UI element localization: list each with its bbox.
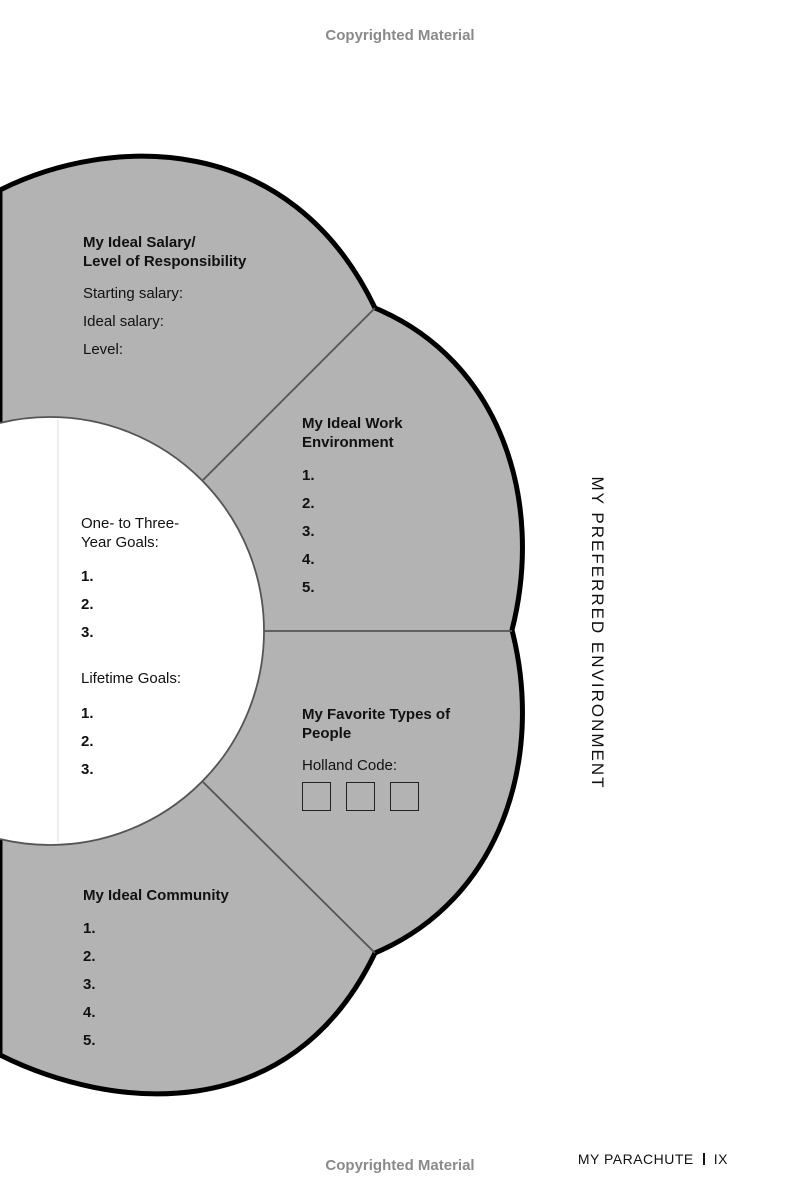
holland-code-box[interactable] [390, 782, 419, 811]
work-item: 5. [302, 579, 315, 596]
community-item: 5. [83, 1032, 96, 1049]
community-item: 4. [83, 1004, 96, 1021]
holland-code-label: Holland Code: [302, 757, 398, 774]
community-item: 3. [83, 976, 96, 993]
people-title [302, 705, 450, 743]
level-label: Level: [83, 341, 124, 358]
salary-title [83, 233, 246, 271]
community-item: 2. [83, 948, 96, 965]
short-goal-item: 2. [81, 596, 94, 613]
side-title: MY PREFERRED ENVIRONMENT [588, 476, 607, 790]
footer-separator [703, 1153, 705, 1165]
work-item: 1. [302, 467, 315, 484]
salary-title-line2: Level of Responsibility [83, 253, 247, 270]
lifetime-goal-item: 3. [81, 761, 94, 778]
lifetime-goal-item: 2. [81, 733, 94, 750]
short-goals-label [81, 514, 179, 552]
work-item: 3. [302, 523, 315, 540]
lifetime-goal-item: 1. [81, 705, 94, 722]
footer-copyright: Copyrighted Material [325, 1157, 475, 1174]
ideal-salary-label: Ideal salary: [83, 313, 164, 330]
work-title [302, 414, 403, 452]
short-goal-item: 3. [81, 624, 94, 641]
community-title: My Ideal Community [83, 887, 229, 904]
book-title: MY PARACHUTE [577, 1151, 694, 1167]
holland-code-boxes [302, 782, 419, 811]
people-title-line2: People [302, 725, 352, 742]
work-title-line1: My Ideal Work [302, 415, 403, 432]
work-item: 2. [302, 495, 315, 512]
short-goals-line1: One- to Three- [81, 515, 180, 532]
holland-code-box[interactable] [302, 782, 331, 811]
work-title-line2: Environment [302, 434, 394, 451]
salary-title-line1: My Ideal Salary/ [83, 234, 196, 251]
page-footer [578, 1151, 728, 1167]
people-title-line1: My Favorite Types of [302, 706, 451, 723]
lifetime-goals-label: Lifetime Goals: [81, 670, 182, 687]
page-number: IX [713, 1151, 728, 1167]
work-item: 4. [302, 551, 315, 568]
holland-code-box[interactable] [346, 782, 375, 811]
short-goal-item: 1. [81, 568, 94, 585]
community-item: 1. [83, 920, 96, 937]
short-goals-line2: Year Goals: [81, 534, 159, 551]
starting-salary-label: Starting salary: [83, 285, 184, 302]
header-copyright: Copyrighted Material [325, 27, 475, 44]
